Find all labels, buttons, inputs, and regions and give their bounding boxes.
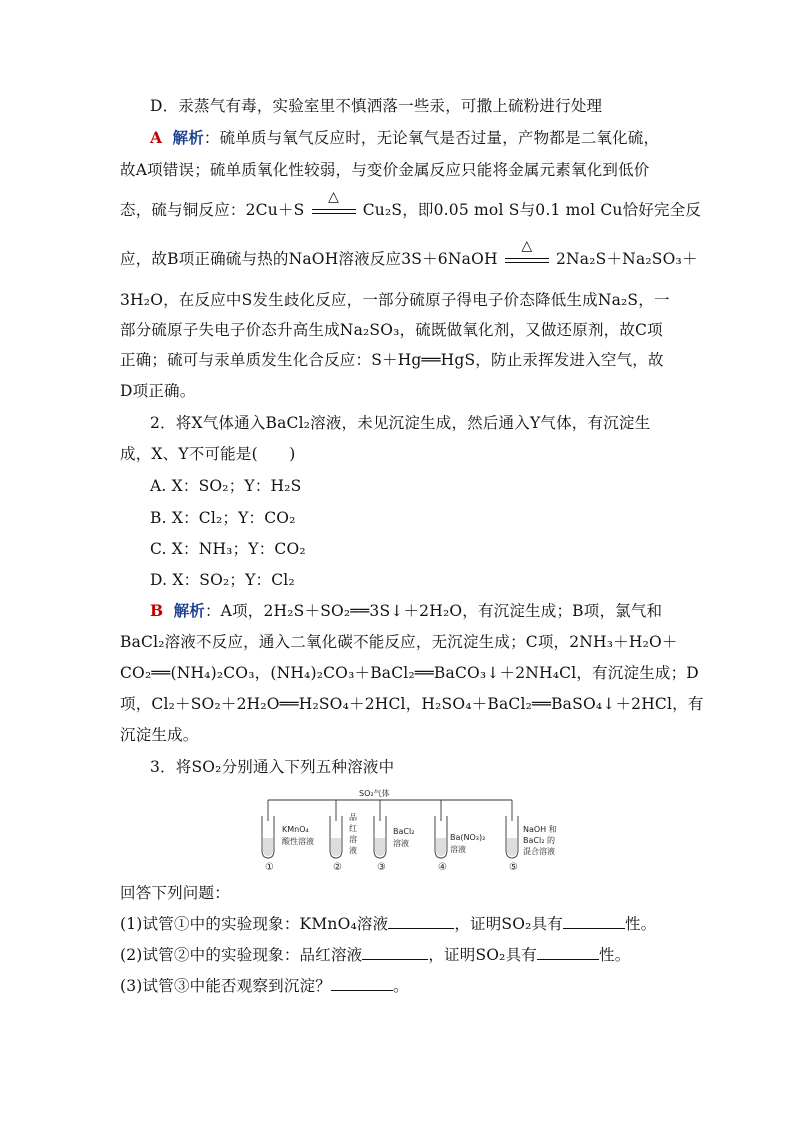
tube-label: 红 [349, 824, 357, 833]
heating-equals-sign [503, 238, 551, 270]
sub-question-text: 性。 [599, 946, 631, 964]
question-2-line-2: 成，X、Y不可能是( ) [120, 445, 296, 463]
analysis-1-line-4 [120, 238, 698, 270]
tube-label: 酸性溶液 [282, 837, 314, 846]
sub-question-text: (3)试管③中能否观察到沉淀？ [120, 977, 331, 995]
answer-blank[interactable] [362, 945, 428, 960]
tube-label: KMnO₄ [282, 825, 309, 834]
question-2-option-b: B. X：Cl₂；Y：CO₂ [150, 509, 296, 527]
question-3-prompt: 回答下列问题： [120, 884, 230, 902]
heating-equals-sign [310, 189, 358, 221]
sub-question-text: (1)试管①中的实验现象：KMnO₄溶液 [120, 915, 389, 933]
answer-blank[interactable] [563, 914, 625, 929]
question-2-option-c: C. X：NH₃；Y：CO₂ [150, 540, 306, 558]
question-2-option-a: A. X：SO₂；Y：H₂S [150, 477, 302, 495]
analysis-label: 解析 [172, 128, 204, 147]
analysis-1-line-5: 3H₂O，在反应中S发生歧化反应，一部分硫原子得电子价态降低生成Na₂S，一 [120, 291, 670, 309]
analysis-2-line-1 [150, 601, 662, 621]
answer-blank[interactable] [388, 914, 454, 929]
tube-number: ⑤ [509, 862, 518, 873]
sub-question-text: ，证明SO₂具有 [428, 946, 537, 964]
analysis-2-line-4: 项，Cl₂＋SO₂＋2H₂O══H₂SO₄＋2HCl，H₂SO₄＋BaCl₂══BaSO₄↓＋2HCl，有 [120, 695, 704, 713]
answer-letter: B [150, 601, 164, 620]
sub-question-text: 性。 [624, 915, 657, 933]
sub-question-text: ，证明SO₂具有 [454, 915, 563, 933]
reaction-right: Cu₂S，即0.05 mol S与0.1 mol Cu恰好完全反 [362, 201, 702, 219]
tube-label: 溶液 [393, 839, 409, 848]
tube-label: 溶液 [450, 845, 466, 854]
gas-label: SO₂气体 [359, 789, 390, 798]
analysis-2-line-3: CO₂══(NH₄)₂CO₃，(NH₄)₂CO₃＋BaCl₂══BaCO₃↓＋2NH₄Cl，有沉淀生成；D [120, 664, 699, 682]
heat-triangle-icon: △ [328, 189, 340, 205]
tube-label: NaOH 和 [523, 825, 557, 834]
analysis-1-line-3 [120, 189, 702, 221]
tube-number: ④ [438, 862, 447, 873]
question-3-line-1: 3．将SO₂分别通入下列五种溶液中 [150, 758, 395, 776]
analysis-2-line-5: 沉淀生成。 [120, 726, 199, 744]
question-2-option-d: D. X：SO₂；Y：Cl₂ [150, 571, 295, 589]
answer-blank[interactable] [537, 945, 599, 960]
analysis-label: 解析 [173, 601, 205, 620]
tube-number: ① [265, 862, 274, 873]
tube-label: BaCl₂ 的 [523, 836, 555, 845]
tube-number: ② [333, 862, 342, 873]
option-d-text: D．汞蒸气有毒，实验室里不慎洒落一些汞，可撒上硫粉进行处理 [150, 97, 603, 115]
analysis-1-line-2: 故A项错误；硫单质氧化性较弱，与变价金属反应只能将金属元素氧化到低价 [120, 161, 650, 179]
question-3-sub-2 [120, 945, 630, 965]
question-2-line-1: 2．将X气体通入BaCl₂溶液，未见沉淀生成，然后通入Y气体，有沉淀生 [150, 414, 651, 432]
tube-1 [262, 800, 314, 873]
sub-question-text: (2)试管②中的实验现象：品红溶液 [120, 946, 363, 964]
tube-label: 品 [349, 813, 357, 822]
tube-label: 液 [349, 846, 357, 855]
tube-5 [506, 800, 557, 873]
reaction-left: 态，硫与铜反应：2Cu＋S [120, 201, 305, 219]
analysis-text: ：A项，2H₂S＋SO₂══3S↓＋2H₂O，有沉淀生成；B项，氯气和 [204, 602, 663, 620]
answer-blank[interactable] [331, 976, 393, 991]
analysis-text: ：硫单质与氧气反应时，无论氧气是否过量，产物都是二氧化硫， [203, 129, 660, 147]
tube-4 [435, 800, 485, 873]
analysis-2-line-2: BaCl₂溶液不反应，通入二氧化碳不能反应，无沉淀生成；C项，2NH₃＋H₂O＋ [120, 633, 678, 651]
sub-question-text: 。 [392, 977, 409, 995]
analysis-1-line-7: 正确；硫可与汞单质发生化合反应：S＋Hg══HgS，防止汞挥发进入空气，故 [120, 351, 664, 369]
analysis-1-line-1 [150, 128, 659, 148]
answer-letter: A [150, 128, 163, 147]
tube-3 [374, 800, 414, 873]
tube-label: Ba(NO₃)₂ [450, 833, 486, 842]
question-3-sub-1 [120, 914, 656, 934]
reaction-left: 应，故B项正确硫与热的NaOH溶液反应3S＋6NaOH [120, 250, 498, 268]
tube-label: BaCl₂ [393, 827, 415, 836]
tube-label: 溶 [349, 835, 357, 844]
tube-label: 混合溶液 [523, 847, 555, 856]
analysis-1-line-8: D项正确。 [120, 382, 196, 400]
heat-triangle-icon: △ [521, 238, 533, 254]
test-tube-diagram [258, 786, 568, 878]
tube-2 [330, 800, 357, 873]
question-3-sub-3 [120, 976, 409, 996]
tube-number: ③ [377, 862, 386, 873]
reaction-right: 2Na₂S＋Na₂SO₃＋ [555, 250, 698, 268]
analysis-1-line-6: 部分硫原子失电子价态升高生成Na₂SO₃，硫既做氧化剂，又做还原剂，故C项 [120, 321, 663, 339]
